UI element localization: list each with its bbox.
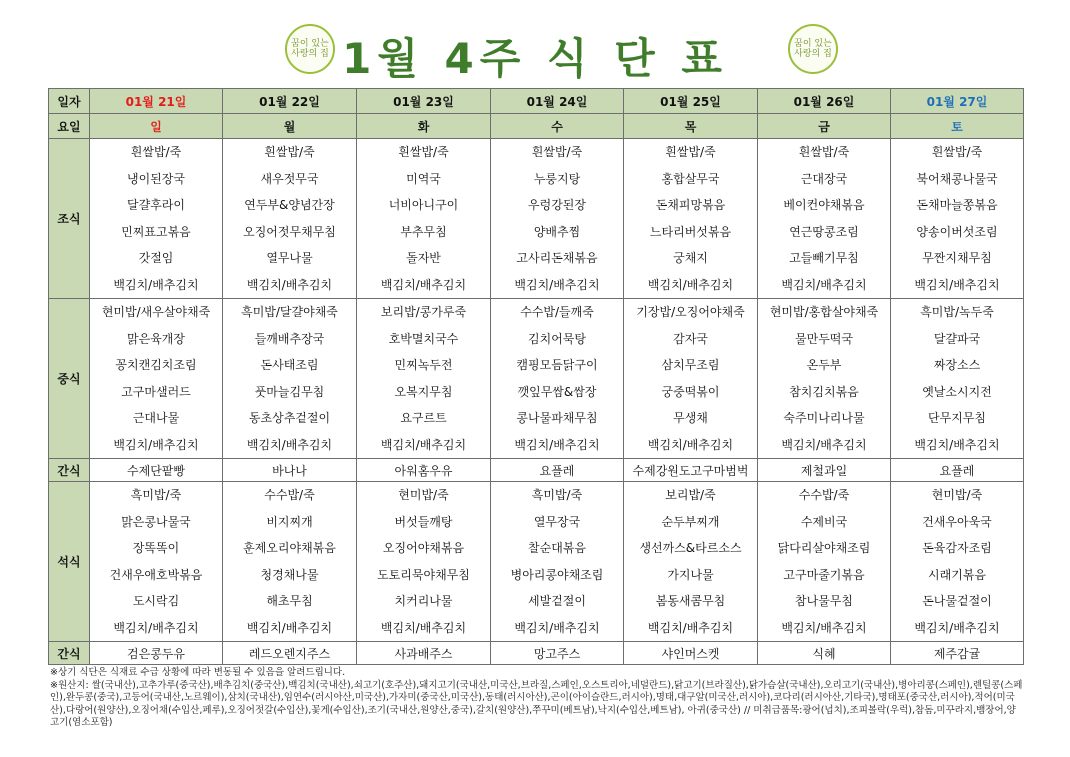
menu-item: 요구르트: [400, 411, 447, 425]
menu-item: 청경채나물: [260, 567, 319, 582]
menu-item: 해초무침: [266, 594, 313, 608]
day-cell: 월: [223, 114, 357, 139]
snack2-cell: 제주감귤: [891, 642, 1024, 665]
menu-item: 너비아니구이: [388, 198, 459, 212]
snack2-cell: 망고주스: [491, 642, 624, 665]
menu-item: 백김치/배추김치: [514, 437, 600, 452]
menu-item: 양송이버섯조림: [916, 224, 998, 239]
menu-item: 순두부찌개: [661, 514, 720, 529]
menu-item: 민찌녹두전: [394, 358, 453, 372]
lunch-row: [49, 299, 1024, 459]
snack2-cell: 식혜: [758, 642, 891, 665]
menu-item: 짜장소스: [933, 358, 981, 372]
menu-item: 흑미밥/죽: [531, 488, 583, 502]
menu-item: 고구마샐러드: [121, 384, 191, 399]
menu-item: 백김치/배추김치: [246, 277, 333, 292]
day-cell: 수: [491, 114, 624, 139]
menu-item: 흰쌀밥/죽: [264, 145, 315, 159]
menu-item: 수제비국: [800, 514, 848, 529]
date-cell: 01월 24일: [491, 89, 624, 114]
menu-item: 돈사태조림: [260, 358, 319, 372]
menu-item: 도시락김: [132, 594, 180, 608]
menu-item: 누룽지탕: [533, 171, 581, 186]
menu-item: 풋마늘김무침: [254, 384, 325, 399]
menu-item: 동초상추겉절이: [248, 411, 331, 425]
day-cell: 금: [758, 114, 891, 139]
menu-item: 현미밥/홍합살야채죽: [769, 305, 879, 319]
snack1-cell: 수제단팥빵: [90, 459, 223, 482]
menu-item: 참나물무침: [795, 594, 853, 608]
menu-item: 흑미밥/달걀야채죽: [241, 305, 338, 319]
menu-item: 오징어야채볶음: [382, 541, 465, 555]
menu-item: 백김치/배추김치: [781, 277, 867, 292]
menu-item: 수수밥/죽: [798, 488, 850, 502]
menu-item: 백김치/배추김치: [380, 437, 467, 452]
menu-item: 백김치/배추김치: [514, 277, 600, 292]
menu-item: 고사리돈채볶음: [516, 251, 598, 265]
menu-item: 달걀파국: [933, 331, 981, 346]
menu-item: 백김치/배추김치: [113, 277, 199, 292]
menu-item: 오징어젓무채무침: [243, 224, 336, 239]
snack2-cell: 레드오렌지주스: [223, 642, 357, 665]
snack1-row: [49, 459, 1024, 482]
dinner-cell: [357, 482, 491, 642]
snack1-label: 간식: [49, 459, 90, 482]
menu-item: 돌자반: [406, 251, 441, 265]
menu-item: 비지찌개: [266, 514, 313, 529]
menu-item: 현미밥/죽: [398, 488, 449, 502]
menu-item: 김치어묵탕: [528, 331, 586, 346]
menu-item: 흑미밥/녹두죽: [920, 305, 994, 319]
menu-item: 흰쌀밥/죽: [931, 145, 983, 159]
menu-item: 현미밥/죽: [931, 488, 983, 502]
date-cell: 01월 27일: [891, 89, 1024, 114]
menu-item: 기장밥/오징어야채죽: [636, 305, 745, 319]
day-label: 요일: [49, 114, 90, 139]
menu-item: 백김치/배추김치: [781, 620, 867, 635]
breakfast-cell: [223, 139, 357, 299]
menu-item: 근대장국: [800, 171, 848, 186]
snack1-cell: 제철과일: [758, 459, 891, 482]
date-row: [49, 89, 1024, 114]
menu-item: 들깨배추장국: [254, 331, 325, 346]
date-cell: 01월 21일: [90, 89, 223, 114]
menu-item: 궁채지: [673, 251, 708, 265]
snack2-cell: 검은콩두유: [90, 642, 223, 665]
day-row: [49, 114, 1024, 139]
menu-item: 맑은육개장: [127, 331, 185, 346]
breakfast-label: 조식: [49, 139, 90, 299]
menu-item: 호박멸치국수: [388, 331, 459, 346]
menu-item: 건새우애호박볶음: [109, 567, 203, 582]
dinner-cell: [891, 482, 1024, 642]
menu-item: 백김치/배추김치: [246, 620, 333, 635]
dinner-cell: [624, 482, 758, 642]
menu-item: 궁중떡볶이: [661, 384, 720, 399]
menu-item: 맑은콩나물국: [121, 514, 191, 529]
menu-item: 돈나물겉절이: [922, 594, 992, 608]
menu-item: 냉이된장국: [127, 171, 185, 186]
menu-item: 생선까스&타르소스: [639, 541, 742, 555]
date-cell: 01월 23일: [357, 89, 491, 114]
menu-item: 콩나물파채무침: [516, 411, 598, 425]
notes-line1: ※상기 식단은 식재료 수급 상황에 따라 변동될 수 있음을 알려드립니다.: [50, 667, 346, 678]
lunch-label: 중식: [49, 299, 90, 459]
menu-item: 연두부&양념간장: [244, 198, 335, 212]
menu-item: 삼치무조림: [661, 358, 720, 372]
menu-item: 단무지무침: [928, 411, 986, 425]
breakfast-cell: [491, 139, 624, 299]
menu-item: 치커리나물: [394, 594, 453, 608]
menu-item: 흰쌀밥/죽: [130, 145, 182, 159]
day-cell: 일: [90, 114, 223, 139]
menu-item: 찰순대볶음: [528, 541, 586, 555]
menu-item: 도토리묵야채무침: [377, 567, 470, 582]
day-cell: 토: [891, 114, 1024, 139]
menu-item: 병아리콩야채조림: [510, 567, 604, 582]
dinner-row: [49, 482, 1024, 642]
page-title: 1월 4주 식 단 표: [342, 34, 728, 83]
menu-item: 흰쌀밥/죽: [665, 145, 716, 159]
menu-item: 감자국: [673, 331, 708, 346]
dinner-cell: [90, 482, 223, 642]
menu-item: 봄동새콤무침: [655, 594, 726, 608]
menu-item: 훈제오리야채볶음: [243, 541, 336, 555]
lunch-cell: [891, 299, 1024, 459]
snack1-cell: 요플레: [491, 459, 624, 482]
menu-item: 세발겉절이: [528, 594, 586, 608]
menu-item: 흑미밥/죽: [130, 488, 182, 502]
menu-item: 숙주미나리나물: [783, 411, 865, 425]
menu-item: 백김치/배추김치: [914, 437, 1000, 452]
menu-item: 백김치/배추김치: [914, 620, 1000, 635]
logo-right: 꿈이 있는 사랑의 집: [788, 24, 838, 74]
menu-item: 갓절임: [138, 251, 174, 265]
menu-item: 베이컨야채볶음: [783, 198, 865, 212]
menu-item: 참치김치볶음: [789, 384, 859, 399]
menu-item: 백김치/배추김치: [647, 277, 734, 292]
menu-item: 미역국: [406, 171, 441, 186]
breakfast-cell: [357, 139, 491, 299]
menu-item: 백김치/배추김치: [380, 277, 467, 292]
menu-item: 우렁강된장: [528, 198, 586, 212]
menu-item: 흰쌀밥/죽: [798, 145, 850, 159]
menu-item: 돈채마늘쫑볶음: [916, 198, 998, 212]
breakfast-cell: [90, 139, 223, 299]
menu-item: 홍합살무국: [661, 171, 720, 186]
menu-item: 고구마줄기볶음: [783, 567, 865, 582]
dinner-cell: [758, 482, 891, 642]
menu-item: 돈채피망볶음: [655, 198, 726, 212]
menu-item: 꽁치캔김치조림: [115, 358, 197, 372]
menu-item: 물만두떡국: [795, 331, 853, 346]
menu-item: 무생채: [673, 411, 708, 425]
menu-item: 부추무침: [400, 224, 447, 239]
menu-item: 보리밥/죽: [665, 488, 716, 502]
breakfast-row: [49, 139, 1024, 299]
menu-item: 오복지무침: [394, 384, 453, 399]
menu-item: 근대나물: [132, 411, 180, 425]
snack1-cell: 요플레: [891, 459, 1024, 482]
menu-item: 수수밥/죽: [264, 488, 315, 502]
menu-item: 흰쌀밥/죽: [531, 145, 583, 159]
menu-item: 백김치/배추김치: [113, 620, 199, 635]
lunch-cell: [758, 299, 891, 459]
menu-item: 장똑똑이: [132, 541, 180, 555]
logo-left: 꿈이 있는 사랑의 집: [285, 24, 335, 74]
menu-item: 돈육감자조림: [922, 541, 992, 555]
menu-item: 열무나물: [266, 251, 313, 265]
menu-item: 백김치/배추김치: [380, 620, 467, 635]
menu-item: 옛날소시지전: [922, 384, 992, 399]
menu-item: 가지나물: [667, 567, 714, 582]
menu-item: 양배추찜: [533, 224, 581, 239]
menu-item: 백김치/배추김치: [647, 620, 734, 635]
menu-item: 민찌표고볶음: [121, 224, 191, 239]
menu-item: 온두부: [806, 358, 842, 372]
date-cell: 01월 22일: [223, 89, 357, 114]
dinner-cell: [491, 482, 624, 642]
menu-item: 백김치/배추김치: [113, 437, 199, 452]
snack1-cell: 아워홈우유: [357, 459, 491, 482]
menu-item: 보리밥/콩가루죽: [380, 305, 467, 319]
lunch-cell: [357, 299, 491, 459]
date-cell: 01월 26일: [758, 89, 891, 114]
date-label: 일자: [49, 89, 90, 114]
menu-item: 열무장국: [533, 514, 581, 529]
breakfast-cell: [624, 139, 758, 299]
menu-item: 백김치/배추김치: [914, 277, 1000, 292]
menu-item: 무짠지채무침: [922, 251, 992, 265]
menu-item: 건새우아욱국: [922, 514, 992, 529]
breakfast-cell: [758, 139, 891, 299]
snack2-cell: 샤인머스켓: [624, 642, 758, 665]
menu-item: 고들빼기무침: [789, 251, 859, 265]
dinner-cell: [223, 482, 357, 642]
day-cell: 화: [357, 114, 491, 139]
menu-item: 달걀후라이: [127, 198, 185, 212]
notes-line2: ※원산지: 쌀(국내산),고추가루(중국산),배추김치(중국산),백김치(국내산),쇠고기(호주산),돼지고기(국내산,미국산,브라질,스페인,오스트리아,네덜란드),닭고기(브라질산),닭가슴살(국내산),오리고기(국내산),병아리콩(스페인),렌틸콩(스페인),완두콩(중국),고등어(국내산,노르웨이),삼치(국내산),임연수(러시아산,미국산),가자미(중국산,미국산),동태(러시아산),곤이(아이슬란드,러시아),명태,대구알(미국산,러시아),코다리(러시아산,기타국),명태포(중국산,러시아),적어(미국산),다랑어(원양산),오징어채(수입산,페루),오징어젓갈(수입산),꽃게(수입산),조기(국내산,원양산,중국),갈치(원양산),쭈꾸미(베트남),낙지(수입산,베트남), 아귀(중국산) // 미취급품목:광어(넙치),조피볼락(우럭),참돔,미꾸라지,뱀장어,양고기(염소포함): [50, 679, 1023, 728]
menu-item: 시래기볶음: [928, 567, 986, 582]
menu-item: 새우젓무국: [260, 171, 319, 186]
lunch-cell: [624, 299, 758, 459]
notes: [50, 667, 1025, 730]
menu-item: 깻잎무쌈&쌈장: [517, 384, 597, 399]
menu-item: 백김치/배추김치: [647, 437, 734, 452]
date-cell: 01월 25일: [624, 89, 758, 114]
menu-item: 캠핑모듬닭구이: [516, 358, 598, 372]
lunch-cell: [90, 299, 223, 459]
lunch-cell: [223, 299, 357, 459]
snack1-cell: 수제강원도고구마범벅: [624, 459, 758, 482]
snack1-cell: 바나나: [223, 459, 357, 482]
menu-item: 수수밥/들깨죽: [520, 305, 594, 319]
snack2-row: [49, 642, 1024, 665]
snack2-cell: 사과배주스: [357, 642, 491, 665]
menu-item: 현미밥/새우살야채죽: [101, 305, 211, 319]
breakfast-cell: [891, 139, 1024, 299]
menu-item: 느타리버섯볶음: [649, 224, 732, 239]
day-cell: 목: [624, 114, 758, 139]
menu-item: 버섯들깨탕: [394, 514, 453, 529]
menu-item: 북어채콩나물국: [916, 171, 998, 186]
menu-item: 닭다리살야채조림: [777, 541, 871, 555]
menu-item: 연근땅콩조림: [789, 224, 859, 239]
menu-item: 백김치/배추김치: [246, 437, 333, 452]
snack2-label: 간식: [49, 642, 90, 665]
menu-item: 흰쌀밥/죽: [398, 145, 449, 159]
menu-item: 백김치/배추김치: [781, 437, 867, 452]
dinner-label: 석식: [49, 482, 90, 642]
menu-item: 백김치/배추김치: [514, 620, 600, 635]
lunch-cell: [491, 299, 624, 459]
menu-table: [48, 88, 1024, 665]
